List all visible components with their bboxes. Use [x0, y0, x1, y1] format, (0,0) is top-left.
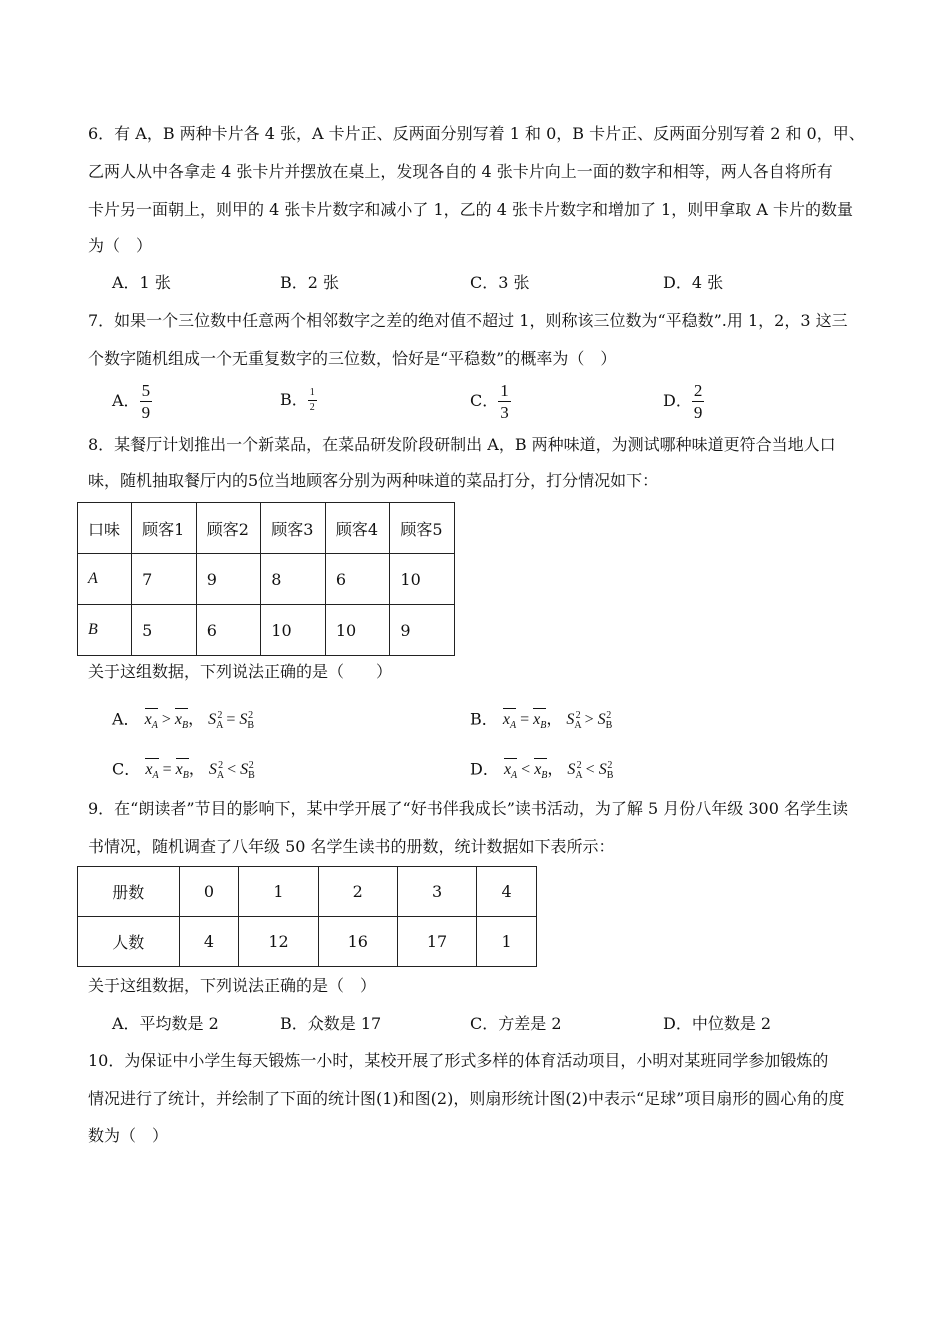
q8-option-d-mean-relation: <	[521, 761, 531, 779]
table-row	[78, 605, 455, 656]
table-cell: 9	[196, 554, 261, 605]
table-cell: B	[78, 605, 132, 656]
q6-option-b[interactable]: B．2 张	[280, 273, 340, 292]
q8-option-b-label: B．	[470, 709, 498, 729]
q8-prompt: 关于这组数据，下列说法正确的是（ ）	[88, 662, 393, 681]
table-cell: 12	[239, 917, 318, 967]
table-cell: 3	[397, 867, 476, 917]
q6-option-c[interactable]: C．3 张	[470, 273, 530, 292]
table-cell: 6	[325, 554, 390, 605]
q8-score-table	[77, 502, 455, 656]
table-cell: 册数	[78, 867, 180, 917]
table-row	[78, 867, 537, 917]
table-row	[78, 917, 537, 967]
q8-option-c-variance-relation: <	[227, 761, 237, 779]
q6-option-d[interactable]: D．4 张	[663, 273, 724, 292]
q7-option-d-fraction: $\frac{2}{9}$	[693, 381, 703, 422]
q9-prompt: 关于这组数据，下列说法正确的是（ ）	[88, 976, 377, 995]
q9-option-c[interactable]: C．方差是 2	[470, 1014, 562, 1033]
q7-option-d-label: D．	[663, 391, 692, 410]
q8-line-1: 8．某餐厅计划推出一个新菜品，在菜品研发阶段研制出 A，B 两种味道，为测试哪种味道更符合当地人口	[88, 435, 836, 454]
q9-option-b[interactable]: B．众数是 17	[280, 1014, 382, 1033]
table-cell: 16	[318, 917, 397, 967]
table-header-cell: 顾客2	[196, 503, 261, 554]
table-cell: 0	[179, 867, 239, 917]
q6-line-4: 为（ ）	[88, 236, 153, 255]
table-cell: 6	[196, 605, 261, 656]
q9-line-2: 书情况，随机调查了八年级 50 名学生读书的册数，统计数据如下表所示：	[88, 837, 615, 856]
q7-option-a[interactable]	[112, 382, 152, 421]
q8-option-c-label: C．	[112, 759, 141, 779]
table-header-cell: 顾客4	[325, 503, 390, 554]
table-cell: 1	[239, 867, 318, 917]
q6-line-1: 6．有 A，B 两种卡片各 4 张，A 卡片正、反两面分别写着 1 和 0，B 卡片正、反两面分别写着 2 和 0，甲、	[88, 124, 865, 143]
table-cell: 1	[477, 917, 537, 967]
q7-option-a-label: A．	[112, 391, 140, 410]
q7-option-b[interactable]	[280, 388, 317, 413]
q8-option-c-mean-relation: =	[162, 761, 172, 779]
q9-reading-table	[77, 866, 537, 967]
table-header-cell: 顾客3	[261, 503, 326, 554]
table-cell: 人数	[78, 917, 180, 967]
q9-option-d[interactable]: D．中位数是 2	[663, 1014, 772, 1033]
table-cell: A	[78, 554, 132, 605]
q8-option-d-label: D．	[470, 759, 499, 779]
q7-option-c[interactable]	[470, 382, 511, 421]
table-cell: 5	[132, 605, 197, 656]
q10-line-3: 数为（ ）	[88, 1126, 169, 1145]
q8-option-a-label: A．	[112, 709, 140, 729]
q8-option-b-mean-relation: =	[520, 711, 530, 729]
table-cell: 9	[390, 605, 455, 656]
q8-option-a[interactable]: A． $x_A > x_B$， $S_A^2 = S_B^2$	[112, 706, 253, 737]
q8-line-2: 味，随机抽取餐厅内的5位当地顾客分别为两种味道的菜品打分，打分情况如下：	[88, 471, 659, 490]
table-header-cell: 顾客1	[132, 503, 197, 554]
q8-option-d[interactable]: D． $x_A < x_B$， $S_A^2 < S_B^2$	[470, 756, 612, 787]
table-header-cell: 顾客5	[390, 503, 455, 554]
table-cell: 10	[325, 605, 390, 656]
q6-line-3: 卡片另一面朝上，则甲的 4 张卡片数字和减小了 1，乙的 4 张卡片数字和增加了 1，则甲拿取 A 卡片的数量	[88, 200, 853, 219]
q7-option-b-label: B．	[280, 390, 308, 409]
table-cell: 4	[179, 917, 239, 967]
q7-line-2: 个数字随机组成一个无重复数字的三位数，恰好是“平稳数”的概率为（ ）	[88, 349, 617, 368]
table-cell: 10	[390, 554, 455, 605]
table-cell: 10	[261, 605, 326, 656]
table-cell: 2	[318, 867, 397, 917]
q8-option-b-variance-relation: >	[584, 711, 594, 729]
table-row	[78, 554, 455, 605]
q9-option-a[interactable]: A．平均数是 2	[112, 1014, 219, 1033]
table-header-row	[78, 503, 455, 554]
table-cell: 4	[477, 867, 537, 917]
table-cell: 7	[132, 554, 197, 605]
q10-line-2: 情况进行了统计，并绘制了下面的统计图(1)和图(2)，则扇形统计图(2)中表示“足球”项目扇形的圆心角的度	[88, 1089, 845, 1108]
q6-option-a[interactable]: A．1 张	[112, 273, 171, 292]
q7-option-d[interactable]	[663, 382, 704, 421]
q7-line-1: 7．如果一个三位数中任意两个相邻数字之差的绝对值不超过 1，则称该三位数为“平稳数”.用 1，2，3 这三	[88, 311, 848, 330]
q8-option-d-variance-relation: <	[585, 761, 595, 779]
table-cell: 17	[397, 917, 476, 967]
q8-option-b[interactable]: B． $x_A = x_B$， $S_A^2 > S_B^2$	[470, 706, 611, 737]
q10-line-1: 10．为保证中小学生每天锻炼一小时，某校开展了形式多样的体育活动项目，小明对某班同学参加锻炼的	[88, 1051, 829, 1070]
q9-line-1: 9．在“朗读者”节目的影响下，某中学开展了“好书伴我成长”读书活动，为了解 5 月份八年级 300 名学生读	[88, 799, 848, 818]
q7-option-c-fraction: $\frac{1}{3}$	[500, 381, 509, 422]
table-header-cell: 口味	[78, 503, 132, 554]
q7-option-c-label: C．	[470, 391, 499, 410]
q8-option-a-mean-relation: >	[161, 711, 171, 729]
q7-option-a-fraction: $\frac{5}{9}$	[141, 381, 151, 422]
q8-option-a-variance-relation: =	[226, 711, 236, 729]
q7-option-b-fraction: $\frac{1}{2}$	[309, 387, 315, 413]
table-cell: 8	[261, 554, 326, 605]
q8-option-c[interactable]: C． $x_A = x_B$， $S_A^2 < S_B^2$	[112, 756, 254, 787]
q6-line-2: 乙两人从中各拿走 4 张卡片并摆放在桌上，发现各自的 4 张卡片向上一面的数字和相等，两人各自将所有	[88, 162, 833, 181]
